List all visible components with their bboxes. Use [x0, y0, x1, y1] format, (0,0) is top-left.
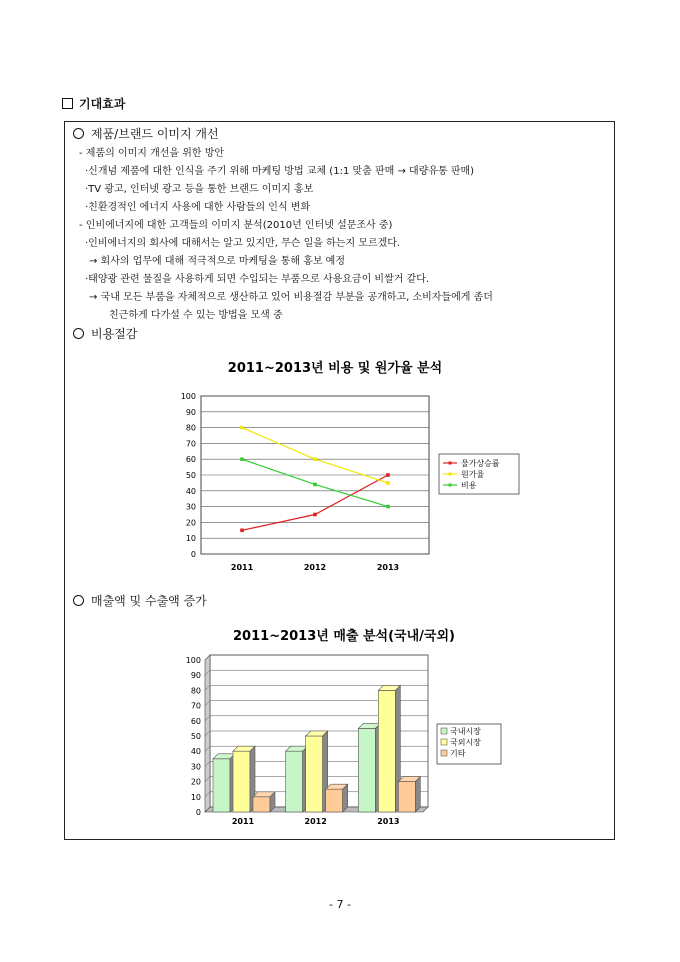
circle-bullet-icon — [73, 595, 84, 606]
bar — [326, 789, 343, 812]
y-tick-label: 80 — [185, 423, 196, 433]
data-point — [240, 457, 244, 461]
text-line: - 제품의 이미지 개선을 위한 방안 — [79, 148, 225, 159]
subsection-title: 비용절감 — [73, 325, 137, 342]
legend-swatch — [441, 728, 447, 734]
bar — [253, 797, 270, 812]
y-tick-label: 60 — [185, 455, 196, 465]
legend-label: 원가율 — [461, 470, 485, 479]
data-point — [386, 473, 390, 477]
y-tick-label: 60 — [190, 716, 201, 726]
x-tick-label: 2013 — [377, 817, 400, 826]
text-line: → 국내 모든 부품을 자체적으로 생산하고 있어 비용절감 부분을 공개하고, 소비자들에게 좀더 — [89, 292, 493, 303]
y-tick-label: 100 — [180, 392, 196, 401]
subsection-title: 매출액 및 수출액 증가 — [73, 592, 207, 609]
bar-side — [415, 777, 420, 812]
legend-marker — [449, 462, 452, 465]
text-line: 친근하게 다가설 수 있는 방법을 모색 중 — [109, 310, 283, 321]
y-tick-label: 70 — [185, 439, 196, 449]
text-line: ·TV 광고, 인터넷 광고 등을 통한 브랜드 이미지 홍보 — [85, 184, 314, 195]
x-tick-label: 2012 — [303, 563, 327, 572]
bar-chart — [169, 622, 529, 832]
y-tick-label: 10 — [185, 534, 196, 544]
bar — [398, 782, 415, 812]
y-tick-label: 40 — [190, 747, 201, 757]
x-tick-label: 2012 — [304, 817, 327, 826]
data-point — [386, 481, 390, 485]
data-point — [240, 529, 244, 533]
y-tick-label: 100 — [185, 656, 201, 665]
y-tick-label: 20 — [185, 518, 196, 528]
y-tick-label: 90 — [185, 407, 196, 417]
x-tick-label: 2011 — [231, 817, 255, 826]
data-point — [313, 457, 317, 461]
section-heading — [62, 95, 125, 112]
subsection-title: 제품/브랜드 이미지 개선 — [73, 125, 219, 142]
text-line: ·태양광 관련 물질을 사용하게 되면 수입되는 부품으로 사용요금이 비쌀거 같다. — [85, 274, 430, 285]
bar — [306, 736, 323, 812]
data-point — [386, 505, 390, 509]
y-tick-label: 10 — [190, 792, 201, 802]
bar-side — [343, 784, 348, 812]
chart-title: 2011~2013년 비용 및 원가율 분석 — [227, 361, 443, 376]
y-tick-label: 0 — [190, 550, 196, 559]
circle-bullet-icon — [73, 128, 84, 139]
y-tick-label: 40 — [185, 486, 196, 496]
data-point — [313, 513, 317, 517]
legend-label: 국외시장 — [450, 738, 481, 747]
page-number: - 7 - — [329, 898, 351, 911]
bar — [213, 759, 230, 812]
legend-swatch — [441, 739, 447, 745]
line-chart — [169, 354, 529, 582]
data-point — [240, 426, 244, 430]
y-tick-label: 80 — [190, 686, 201, 696]
bar — [286, 751, 303, 812]
y-tick-label: 30 — [185, 502, 196, 512]
text-line: ·신개념 제품에 대한 인식을 주기 위해 마케팅 방법 교체 (1:1 맞춤 판매 → 대량유통 판매) — [85, 166, 475, 177]
section-heading-text: 기대효과 — [79, 97, 126, 111]
y-tick-label: 90 — [190, 671, 201, 681]
data-point — [313, 483, 317, 487]
y-tick-label: 20 — [190, 777, 201, 787]
legend-marker — [449, 484, 452, 487]
bar — [378, 690, 395, 812]
legend-label: 비용 — [461, 481, 477, 490]
y-tick-label: 50 — [190, 732, 201, 741]
legend-label: 기타 — [450, 749, 466, 758]
legend-marker — [449, 473, 452, 476]
x-tick-label: 2011 — [230, 563, 254, 572]
bar — [233, 751, 250, 812]
text-line: → 회사의 업무에 대해 적극적으로 마케팅을 통해 홍보 예정 — [89, 256, 345, 267]
legend-swatch — [441, 750, 447, 756]
circle-bullet-icon — [73, 328, 84, 339]
content-box — [64, 121, 615, 840]
x-tick-label: 2013 — [376, 563, 400, 572]
y-tick-label: 70 — [190, 701, 201, 711]
text-line: ·인비에너지의 회사에 대해서는 알고 있지만, 무슨 일을 하는지 모르겠다. — [85, 238, 401, 249]
checkbox-square-icon — [62, 98, 73, 109]
y-tick-label: 0 — [195, 808, 201, 817]
legend-label: 물가상승률 — [461, 459, 500, 468]
y-tick-label: 30 — [190, 762, 201, 772]
text-line: ·친환경적인 에너지 사용에 대한 사람들의 인식 변화 — [85, 202, 311, 213]
bar — [358, 728, 375, 812]
y-tick-label: 50 — [185, 471, 196, 480]
chart-title: 2011~2013년 매출 분석(국내/국외) — [233, 629, 455, 644]
legend-label: 국내시장 — [450, 727, 481, 736]
text-line: - 인비에너지에 대한 고객들의 이미지 분석(2010년 인터넷 설문조사 중) — [79, 220, 393, 231]
